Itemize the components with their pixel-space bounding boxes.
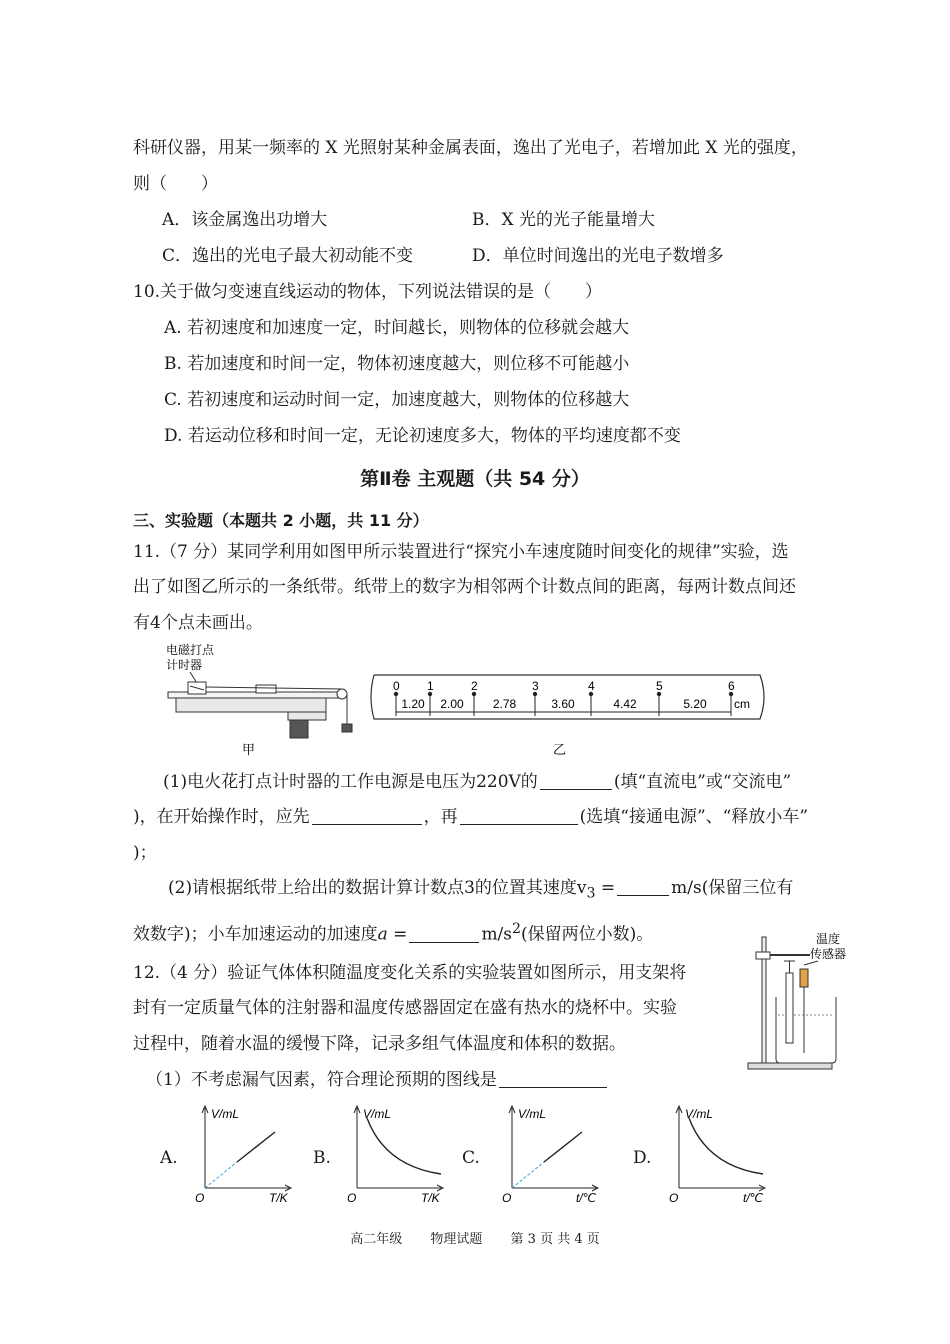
q9-option-d: D．单位时间逸出的光电子数增多	[472, 246, 724, 266]
q11-stem-line3: 有4个点未画出。	[133, 613, 263, 633]
x-axis-label: t/℃	[576, 1191, 597, 1204]
graph-4	[667, 1104, 777, 1204]
graph-3	[500, 1104, 610, 1204]
v3-subscript: 3	[586, 885, 596, 902]
footer-subject: 物理试题	[430, 1232, 483, 1247]
q11-sub1-text-a: (1)电火花打点计时器的工作电源是电压为220V的	[163, 772, 538, 792]
y-axis-label: V/mL	[518, 1107, 547, 1121]
q9-option-b: B．X 光的光子能量增大	[472, 210, 655, 230]
q11-stem-line1: 11.（7 分）某同学利用如图甲所示装置进行“探究小车速度随时间变化的规律”实验，选	[133, 542, 789, 562]
x-axis-label: t/℃	[743, 1191, 764, 1204]
tape-distance-label: 4.42	[613, 697, 637, 711]
tape-distance-label: 1.20	[401, 697, 425, 711]
q12-stem-line2: 封有一定质量气体的注射器和温度传感器固定在盛有热水的烧杯中。实验	[133, 998, 677, 1018]
q11-sub1-text-b: (填“直流电”或“交流电”	[613, 772, 792, 792]
tape-unit-label: cm	[734, 697, 750, 711]
footer-grade: 高二年级	[350, 1232, 403, 1247]
q11-sub1-text-d: ，再	[423, 807, 458, 827]
q11-sub1-line3: )；	[133, 843, 157, 863]
data-curve	[367, 1118, 441, 1174]
x-axis-label: T/K	[269, 1191, 288, 1204]
q11-sub2-line1	[168, 877, 950, 904]
q12-stem-line1: 12.（4 分）验证气体体积随温度变化关系的实验装置如图所示，用支架将	[133, 963, 687, 983]
timer-label-line1: 电磁打点	[166, 643, 215, 657]
acceleration-blank[interactable]	[409, 924, 479, 943]
q11-sub2-text-a: (2)请根据纸带上给出的数据计算计数点3的位置其速度v	[168, 878, 587, 898]
q10-option-a: A. 若初速度和加速度一定，时间越长，则物体的位移就会越大	[164, 318, 630, 338]
q11-sub2-equals-1: =	[595, 878, 616, 898]
q10-option-c: C. 若初速度和运动时间一定，加速度越大，则物体的位移越大	[164, 390, 630, 410]
q11-sub2-unit: m/s	[481, 924, 513, 945]
tape-point-label: 2	[471, 679, 478, 693]
data-curve	[689, 1118, 763, 1174]
sensor-label-line2: 传感器	[810, 947, 847, 961]
q9-option-a: A．该金属逸出功增大	[162, 210, 328, 230]
q9-option-c: C．逸出的光电子最大初动能不变	[162, 246, 414, 266]
second-step-blank[interactable]	[460, 806, 578, 825]
q11-sub1-text-e: (选填“接通电源”、“释放小车”	[579, 807, 809, 827]
figure-caption-jia: 甲	[242, 742, 256, 757]
q11-sub1-text-c: )，在开始操作时，应先	[133, 807, 310, 827]
graph-choice-blank[interactable]	[499, 1069, 607, 1088]
q12-sub1-text: （1）不考虑漏气因素，符合理论预期的图线是	[146, 1070, 497, 1090]
graph-option-c[interactable]: C.	[462, 1148, 480, 1168]
graph-option-a[interactable]: A.	[160, 1148, 178, 1168]
tape-point-label: 3	[532, 679, 539, 693]
tape-point-label: 5	[656, 679, 663, 693]
q11-sub2-equals-2: =	[387, 924, 408, 945]
part2-title: 第Ⅱ卷 主观题（共 54 分）	[360, 468, 590, 490]
section3-title: 三、实验题（本题共 2 小题，共 11 分）	[133, 511, 429, 530]
q9-stem-line1: 科研仪器，用某一频率的 X 光照射某种金属表面，逸出了光电子，若增加此 X 光的强度，	[133, 138, 808, 158]
tape-distance-label: 2.78	[492, 697, 517, 711]
tape-point-label: 6	[728, 679, 735, 693]
origin-label: O	[347, 1191, 357, 1204]
x-axis-label: T/K	[421, 1191, 440, 1204]
timer-label-line2: 计时器	[166, 658, 203, 672]
q11-sub2-text-c: m/s(保留三位有	[671, 878, 794, 898]
q11-sub2-text-d: 效数字)；小车加速运动的加速度	[133, 924, 378, 945]
graph-option-d[interactable]: D.	[633, 1148, 652, 1168]
q10-option-d: D. 若运动位移和时间一定，无论初速度多大，物体的平均速度都不变	[164, 426, 681, 446]
extrapolated-line	[205, 1162, 237, 1188]
extrapolated-line	[512, 1162, 544, 1188]
page-footer	[0, 1228, 950, 1247]
tape-distance-label: 5.20	[683, 697, 707, 711]
tape-point-label: 4	[588, 679, 595, 693]
acceleration-symbol: a	[377, 924, 388, 945]
data-line	[237, 1132, 275, 1162]
q10-stem: 10.关于做匀变速直线运动的物体，下列说法错误的是（ ）	[133, 282, 603, 302]
figure-caption-yi: 乙	[553, 742, 567, 757]
graph-2	[345, 1104, 455, 1204]
tape-point-label: 0	[393, 679, 400, 693]
q10-option-b: B. 若加速度和时间一定，物体初速度越大，则位移不可能越小	[164, 354, 630, 374]
gas-apparatus-figure	[740, 925, 860, 1075]
tape-point-label: 1	[427, 679, 434, 693]
data-line	[544, 1132, 582, 1162]
unit-superscript: 2	[512, 921, 522, 937]
footer-page: 第 3 页 共 4 页	[510, 1232, 600, 1247]
velocity-blank[interactable]	[617, 877, 669, 896]
q11-sub2-text-g: (保留两位小数)。	[521, 924, 654, 945]
q11-stem-line2: 出了如图乙所示的一条纸带。纸带上的数字为相邻两个计数点间的距离，每两计数点间还	[133, 577, 796, 597]
q9-stem-line2: 则（ ）	[133, 174, 218, 194]
y-axis-label: V/mL	[363, 1107, 392, 1121]
origin-label: O	[502, 1191, 512, 1204]
y-axis-label: V/mL	[211, 1107, 240, 1121]
y-axis-label: V/mL	[685, 1107, 714, 1121]
tape-distance-label: 3.60	[551, 697, 575, 711]
apparatus-figure	[160, 640, 360, 765]
power-type-blank[interactable]	[540, 771, 612, 790]
origin-label: O	[195, 1191, 205, 1204]
tape-distance-label: 2.00	[440, 697, 464, 711]
graph-1	[193, 1104, 303, 1204]
q12-stem-line3: 过程中，随着水温的缓慢下降，记录多组气体温度和体积的数据。	[133, 1034, 626, 1054]
q11-sub1-line2	[133, 806, 950, 828]
q11-sub1-line1	[163, 771, 950, 793]
paper-tape-figure	[368, 672, 768, 760]
graph-option-b[interactable]: B.	[313, 1148, 331, 1168]
origin-label: O	[669, 1191, 679, 1204]
first-step-blank[interactable]	[312, 806, 422, 825]
sensor-label-line1: 温度	[816, 932, 841, 946]
